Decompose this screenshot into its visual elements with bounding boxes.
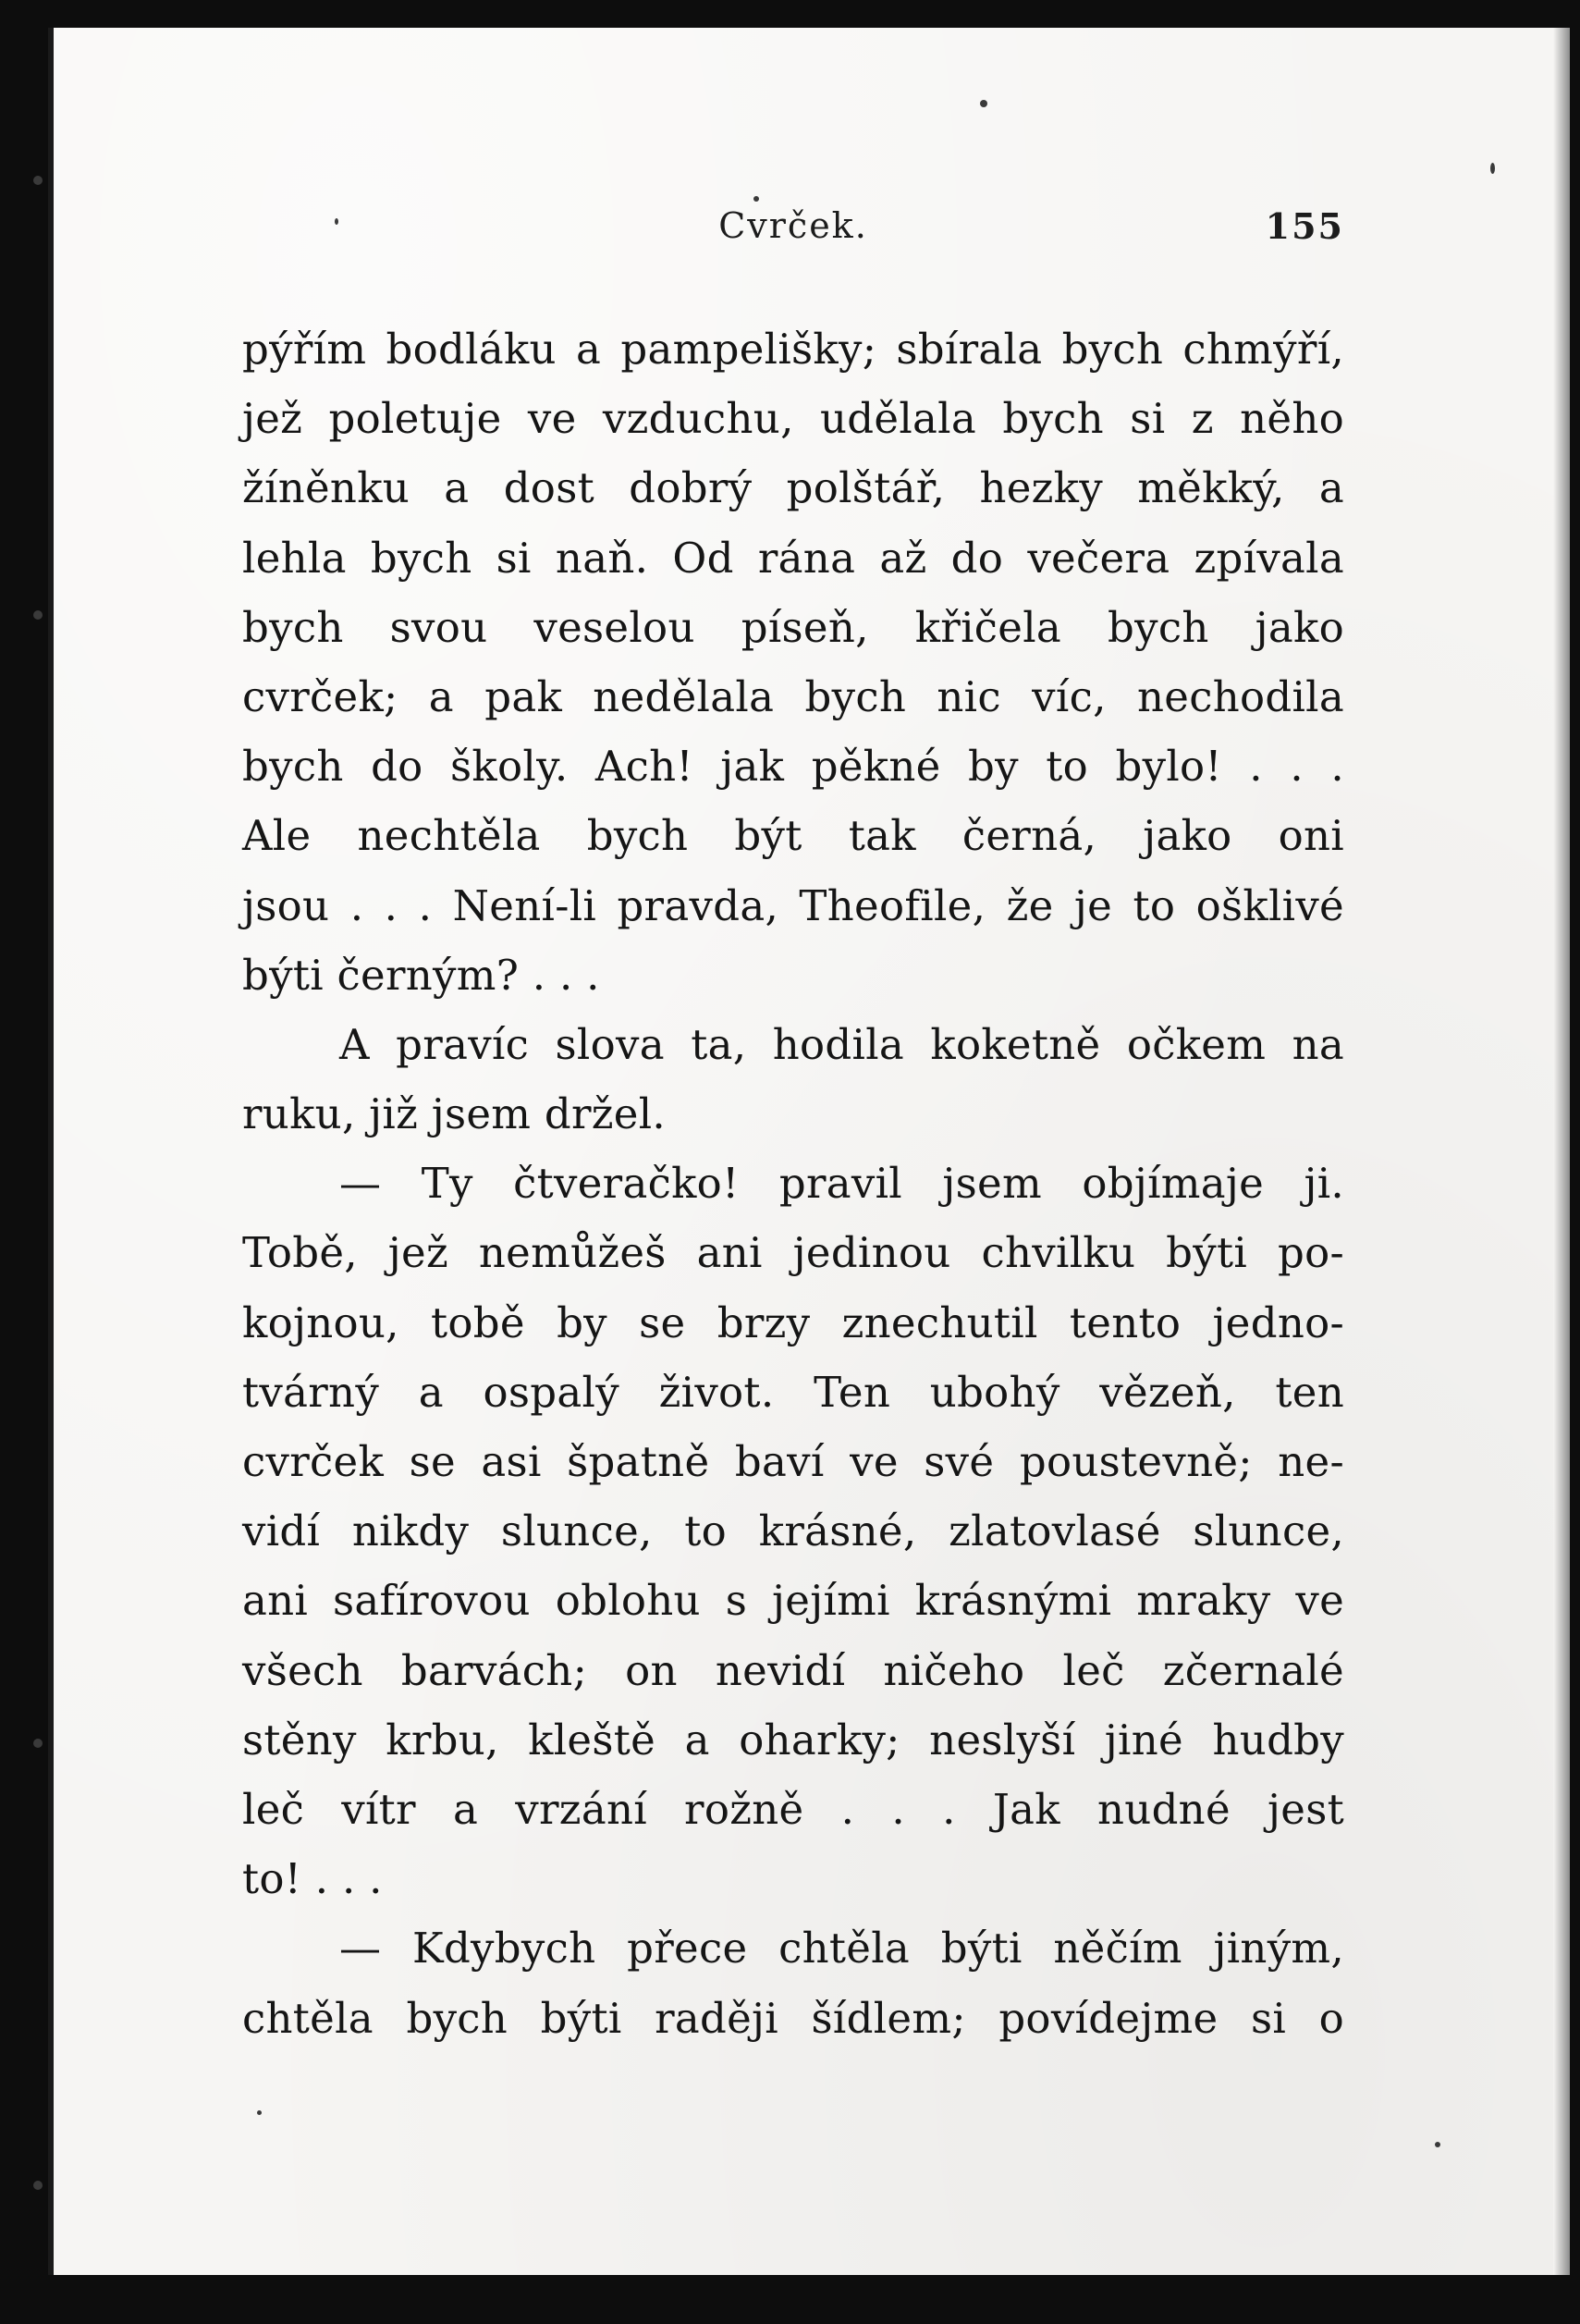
text-line: Ale nechtěla bych být tak černá, jako oni [242, 811, 1344, 861]
text-line: všech barvách; on nevidí ničeho leč zčernalé [242, 1645, 1344, 1695]
text-line: — Ty čtveračko! pravil jsem objímaje ji. [339, 1159, 1344, 1209]
text-line: jež poletuje ve vzduchu, udělala bych si z něho [242, 394, 1344, 444]
text-line: A pravíc slova ta, hodila koketně očkem na [339, 1019, 1344, 1069]
text-line: tvárný a ospalý život. Ten ubohý vězeň, ten [242, 1367, 1344, 1417]
text-line: cvrček se asi špatně baví ve své poustevně; ne- [242, 1437, 1344, 1486]
text-line: kojnou, tobě by se brzy znechutil tento jedno- [242, 1297, 1344, 1347]
text-line: to! . . . [242, 1854, 383, 1904]
text-line: žíněnku a dost dobrý polštář, hezky měkký, a [242, 463, 1344, 513]
text-line: cvrček; a pak nedělala bych nic víc, nechodila [242, 671, 1344, 721]
scan-speck [33, 1739, 43, 1748]
text-line: Tobě, jež nemůžeš ani jedinou chvilku býti po- [242, 1228, 1344, 1278]
text-line: bych do školy. Ach! jak pěkné by to bylo! . . . [242, 742, 1344, 792]
text-line: ruku, již jsem držel. [242, 1089, 667, 1139]
text-line: pýřím bodláku a pampelišky; sbírala bych chmýří, [242, 325, 1344, 374]
text-line: leč vítr a vrzání rožně . . . Jak nudné jest [242, 1784, 1344, 1834]
scan-speck [33, 2181, 43, 2190]
text-line: stěny krbu, kleště a oharky; neslyší jiné hudby [242, 1715, 1344, 1765]
running-title: Cvrček. [718, 205, 868, 246]
scan-speck [335, 218, 338, 225]
scan-speck [980, 100, 987, 107]
text-line: vidí nikdy slunce, to krásné, zlatovlasé slunce, [242, 1506, 1344, 1556]
text-line: jsou . . . Není-li pravda, Theofile, že je to ošklivé [242, 880, 1344, 930]
text-line: — Kdybych přece chtěla býti něčím jiným, [339, 1924, 1344, 1974]
body-text [242, 314, 1344, 2053]
text-line: bych svou veselou píseň, křičela bych jako [242, 602, 1344, 652]
scan-speck [1435, 2142, 1440, 2147]
scan-speck [753, 196, 759, 202]
scan-speck [1490, 163, 1495, 174]
text-line: ani safírovou oblohu s jejími krásnými mraky ve [242, 1576, 1344, 1626]
text-line: býti černým? . . . [242, 950, 600, 1000]
page-number: 155 [1265, 205, 1344, 247]
text-line: chtěla bych býti raději šídlem; povídejme si o [242, 1993, 1344, 2043]
scan-speck [257, 2110, 262, 2115]
scan-speck [33, 176, 43, 185]
page-edge-shadow [1553, 28, 1570, 2275]
page-header [242, 205, 1344, 252]
text-line: lehla bych si naň. Od rána až do večera zpívala [242, 533, 1344, 583]
scan-speck [33, 610, 43, 620]
